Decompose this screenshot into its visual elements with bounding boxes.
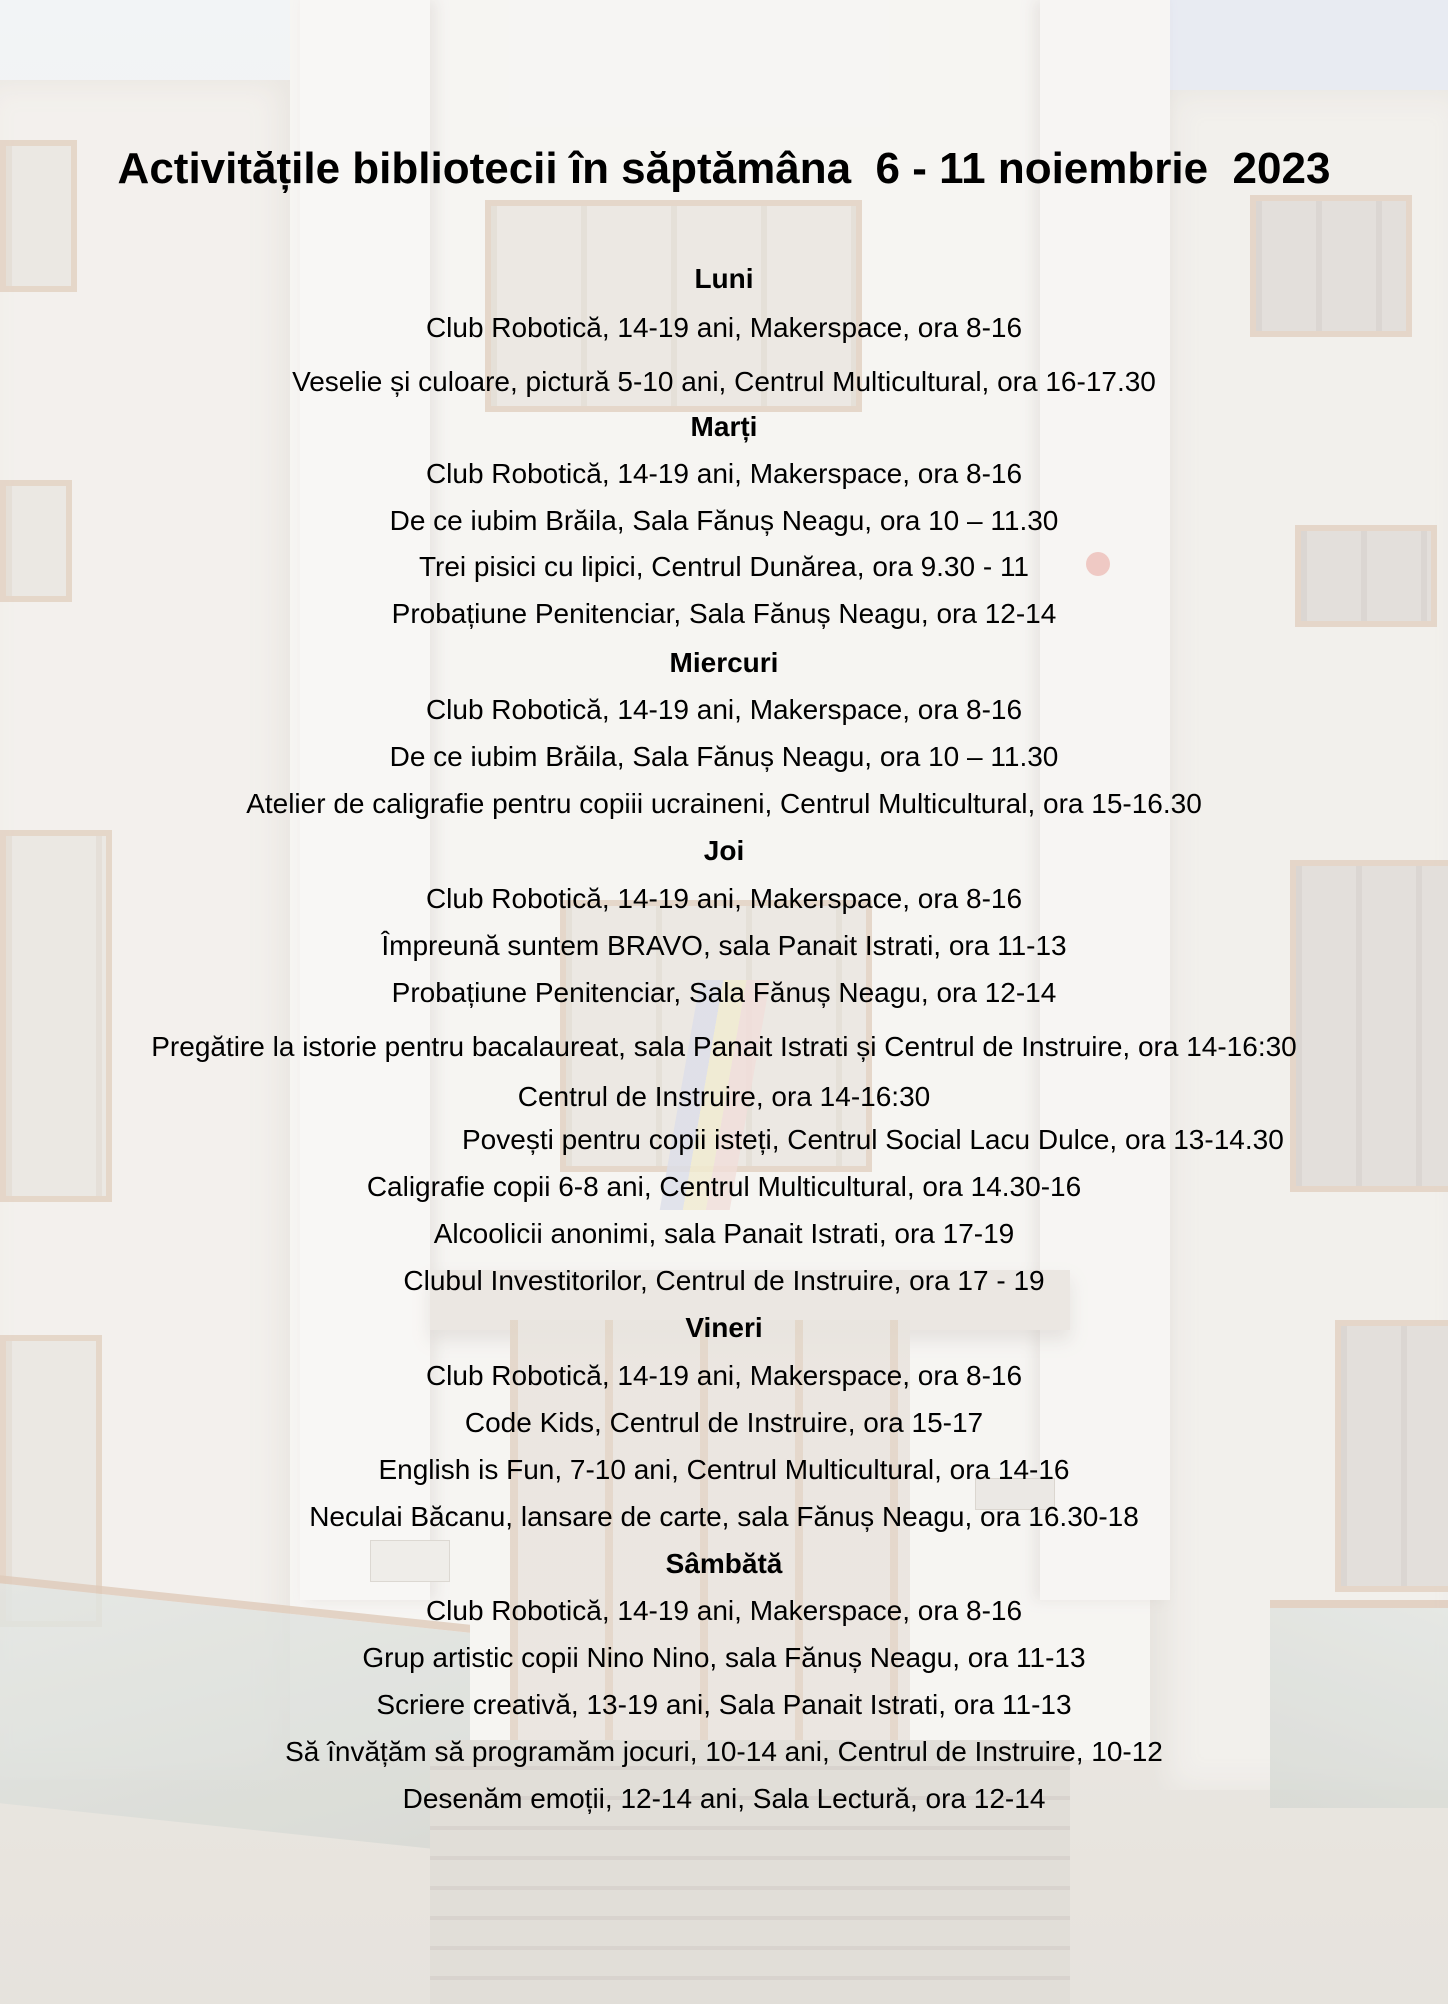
- event-line: Atelier de caligrafie pentru copiii ucraineni, Centrul Multicultural, ora 15-16.30: [246, 788, 1202, 819]
- event-line: Trei pisici cu lipici, Centrul Dunărea, ora 9.30 - 11: [418, 551, 1030, 582]
- event-line: Desenăm emoții, 12-14 ani, Sala Lectură, ora 12-14: [402, 1783, 1046, 1814]
- event-line: Scriere creativă, 13-19 ani, Sala Panait Istrati, ora 11-13: [376, 1689, 1072, 1720]
- event-line: Grup artistic copii Nino Nino, sala Fănuș Neagu, ora 11-13: [362, 1642, 1086, 1673]
- day-heading-vineri: Vineri: [685, 1312, 763, 1343]
- event-line: De ce iubim Brăila, Sala Fănuș Neagu, ora 10 – 11.30: [389, 741, 1059, 772]
- day-heading-miercuri: Miercuri: [669, 647, 779, 678]
- event-line: Centrul de Instruire, ora 14-16:30: [517, 1081, 931, 1112]
- event-line: Club Robotică, 14-19 ani, Makerspace, ora 8-16: [425, 883, 1023, 914]
- event-line: Code Kids, Centrul de Instruire, ora 15-17: [464, 1407, 984, 1438]
- event-line: Povești pentru copii isteți, Centrul Social Lacu Dulce, ora 13-14.30: [462, 1124, 1284, 1155]
- event-line: Să învățăm să programăm jocuri, 10-14 ani, Centrul de Instruire, 10-12: [285, 1736, 1163, 1767]
- day-heading-marti: Marți: [690, 411, 758, 442]
- event-line: Neculai Băcanu, lansare de carte, sala Fănuș Neagu, ora 16.30-18: [309, 1501, 1139, 1532]
- event-line: Împreună suntem BRAVO, sala Panait Istrati, ora 11-13: [381, 930, 1067, 961]
- event-line: Alcoolicii anonimi, sala Panait Istrati, ora 17-19: [433, 1218, 1015, 1249]
- event-line: Probațiune Penitenciar, Sala Fănuș Neagu, ora 12-14: [391, 977, 1057, 1008]
- event-line: English is Fun, 7-10 ani, Centrul Multicultural, ora 14-16: [378, 1454, 1070, 1485]
- day-heading-sambata: Sâmbătă: [665, 1548, 783, 1579]
- event-line: Probațiune Penitenciar, Sala Fănuș Neagu, ora 12-14: [391, 598, 1057, 629]
- event-line: Club Robotică, 14-19 ani, Makerspace, ora 8-16: [425, 1595, 1023, 1626]
- event-line: Club Robotică, 14-19 ani, Makerspace, ora 8-16: [425, 458, 1023, 489]
- day-heading-luni: Luni: [694, 263, 754, 294]
- event-line: Clubul Investitorilor, Centrul de Instruire, ora 17 - 19: [403, 1265, 1045, 1296]
- event-line: Pregătire la istorie pentru bacalaureat, sala Panait Istrati și Centrul de Instruire, ora 14-16:30: [151, 1031, 1297, 1062]
- day-heading-joi: Joi: [703, 835, 745, 866]
- event-line: Club Robotică, 14-19 ani, Makerspace, ora 8-16: [425, 312, 1023, 343]
- event-line: Caligrafie copii 6-8 ani, Centrul Multicultural, ora 14.30-16: [366, 1171, 1082, 1202]
- event-line: Club Robotică, 14-19 ani, Makerspace, ora 8-16: [425, 1360, 1023, 1391]
- event-line: Veselie și culoare, pictură 5-10 ani, Centrul Multicultural, ora 16-17.30: [292, 366, 1156, 397]
- event-line: Club Robotică, 14-19 ani, Makerspace, ora 8-16: [425, 694, 1023, 725]
- page-title: Activitățile bibliotecii în săptămâna 6 - 11 noiembrie 2023: [117, 144, 1331, 193]
- event-line: De ce iubim Brăila, Sala Fănuș Neagu, ora 10 – 11.30: [389, 505, 1059, 536]
